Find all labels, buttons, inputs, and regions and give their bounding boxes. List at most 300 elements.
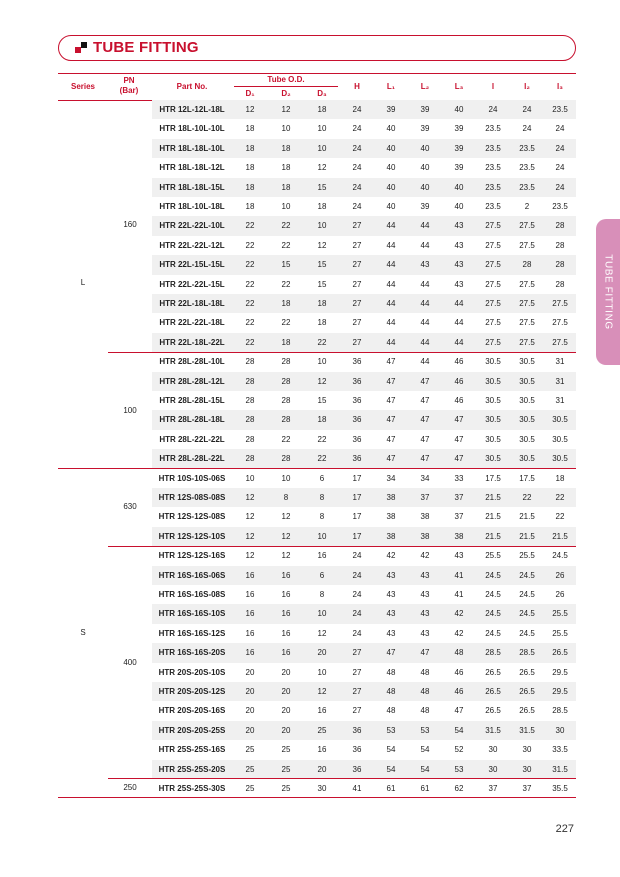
d1-cell: 16 [245, 609, 255, 619]
l2s-cell: 30 [522, 745, 532, 755]
l-cell: 31.5 [485, 725, 501, 735]
l2s-cell: 27.5 [519, 337, 535, 347]
h-cell: 27 [352, 648, 362, 658]
pn-label-630: 630 [123, 502, 137, 511]
d3-cell: 16 [317, 745, 327, 755]
d1-cell: 22 [245, 318, 255, 328]
l-cell: 30.5 [485, 357, 501, 367]
l3-cell: 47 [454, 454, 464, 464]
l1-cell: 38 [386, 512, 396, 522]
l3s-cell: 31 [555, 376, 565, 386]
l3-cell: 33 [454, 473, 464, 483]
l3-cell: 42 [454, 628, 464, 638]
l2-cell: 44 [420, 337, 430, 347]
h-cell: 27 [352, 667, 362, 677]
l2-cell: 44 [420, 357, 430, 367]
l2-cell: 40 [420, 182, 430, 192]
l1-cell: 40 [386, 124, 396, 134]
l3-cell: 40 [454, 182, 464, 192]
d3-cell: 6 [319, 570, 325, 580]
l1-cell: 43 [386, 590, 396, 599]
header-pn-unit: (Bar) [119, 86, 139, 95]
d1-cell: 22 [245, 240, 255, 250]
part-no-cell: HTR 16S-16S-10S [158, 609, 226, 619]
h-cell: 24 [352, 628, 362, 638]
table-row [152, 488, 576, 507]
header-l3s: l₃ [557, 82, 563, 91]
h-cell: 41 [352, 784, 362, 793]
h-cell: 24 [352, 570, 362, 580]
l-cell: 28.5 [485, 648, 501, 658]
d1-cell: 18 [245, 163, 255, 173]
h-cell: 36 [352, 434, 362, 444]
l2-cell: 47 [420, 415, 430, 425]
d2-cell: 12 [281, 105, 291, 114]
h-cell: 17 [352, 512, 362, 522]
l2s-cell: 30.5 [519, 376, 535, 386]
section-title-box [58, 35, 576, 61]
l1-cell: 34 [386, 473, 396, 483]
l2-cell: 48 [420, 706, 430, 716]
l3s-cell: 33.5 [552, 745, 568, 755]
l1-cell: 43 [386, 628, 396, 638]
d1-cell: 28 [245, 434, 255, 444]
d3-cell: 10 [317, 357, 327, 367]
d1-cell: 20 [245, 725, 255, 735]
d3-cell: 10 [317, 531, 327, 541]
l2-cell: 53 [420, 725, 430, 735]
l3s-cell: 28 [555, 240, 565, 250]
d2-cell: 22 [281, 434, 291, 444]
table-row [152, 100, 576, 119]
series-label-l: L [80, 278, 86, 287]
d2-cell: 28 [281, 454, 291, 464]
h-cell: 36 [352, 357, 362, 367]
d2-cell: 18 [281, 337, 291, 347]
l3-cell: 54 [454, 725, 464, 735]
part-no-cell: HTR 25S-25S-16S [158, 745, 226, 755]
l2-cell: 39 [420, 202, 430, 211]
l3-cell: 46 [454, 396, 464, 405]
d2-cell: 22 [281, 240, 291, 250]
l3s-cell: 24.5 [552, 551, 568, 561]
header-series: Series [70, 82, 96, 91]
l3s-cell: 24 [555, 124, 565, 134]
l-cell: 27.5 [485, 299, 501, 308]
l1-cell: 40 [386, 143, 396, 153]
header-h: H [354, 82, 360, 91]
l3-cell: 46 [454, 357, 464, 367]
d3-cell: 22 [317, 454, 327, 464]
l3-cell: 43 [454, 240, 464, 250]
table-row [152, 604, 576, 623]
table-row [152, 585, 576, 604]
l3s-cell: 31.5 [552, 764, 568, 774]
d2-cell: 20 [281, 687, 291, 696]
part-no-cell: HTR 20S-20S-12S [158, 687, 226, 696]
l2s-cell: 37 [522, 784, 532, 793]
l2s-cell: 30.5 [519, 434, 535, 444]
table-row [152, 294, 576, 313]
l1-cell: 43 [386, 570, 396, 580]
group-separator-100 [108, 352, 576, 353]
l2s-cell: 27.5 [519, 221, 535, 231]
h-cell: 36 [352, 454, 362, 464]
d1-cell: 22 [245, 260, 255, 270]
l2s-cell: 30.5 [519, 415, 535, 425]
table-row [152, 352, 576, 371]
d3-cell: 18 [317, 105, 327, 114]
l3s-cell: 24 [555, 143, 565, 153]
table-row [152, 372, 576, 391]
d1-cell: 18 [245, 124, 255, 134]
l2-cell: 43 [420, 570, 430, 580]
d3-cell: 8 [319, 493, 325, 502]
table-row [152, 663, 576, 682]
d3-cell: 6 [319, 473, 325, 483]
h-cell: 27 [352, 687, 362, 696]
table-row [152, 236, 576, 255]
table-row [152, 740, 576, 759]
l2-cell: 37 [420, 493, 430, 502]
l3s-cell: 25.5 [552, 609, 568, 619]
l1-cell: 47 [386, 376, 396, 386]
d2-cell: 20 [281, 706, 291, 716]
d3-cell: 18 [317, 415, 327, 425]
l2-cell: 54 [420, 764, 430, 774]
section-title: TUBE FITTING [93, 39, 199, 56]
part-no-cell: HTR 28L-28L-15L [159, 396, 225, 405]
d3-cell: 10 [317, 609, 327, 619]
l-cell: 27.5 [485, 337, 501, 347]
l1-cell: 48 [386, 687, 396, 696]
part-no-cell: HTR 16S-16S-08S [158, 590, 226, 599]
d3-cell: 8 [319, 590, 325, 599]
l2s-cell: 24.5 [519, 628, 535, 638]
d1-cell: 28 [245, 376, 255, 386]
table-row [152, 643, 576, 662]
l-cell: 23.5 [485, 163, 501, 173]
l2s-cell: 23.5 [519, 143, 535, 153]
d2-cell: 20 [281, 667, 291, 677]
d3-cell: 22 [317, 434, 327, 444]
table-row [152, 430, 576, 449]
l2s-cell: 21.5 [519, 531, 535, 541]
d1-cell: 12 [245, 551, 255, 561]
part-no-cell: HTR 16S-16S-20S [158, 648, 226, 658]
l-cell: 21.5 [485, 512, 501, 522]
h-cell: 36 [352, 764, 362, 774]
d3-cell: 18 [317, 299, 327, 308]
h-cell: 17 [352, 531, 362, 541]
part-no-cell: HTR 20S-20S-25S [158, 725, 226, 735]
header-tube-od: Tube O.D. [267, 75, 305, 84]
d1-cell: 16 [245, 570, 255, 580]
l2s-cell: 24 [522, 105, 532, 114]
d3-cell: 10 [317, 221, 327, 231]
l1-cell: 47 [386, 396, 396, 405]
l3s-cell: 27.5 [552, 299, 568, 308]
table-row [152, 333, 576, 352]
d3-cell: 12 [317, 687, 327, 696]
table-row [152, 469, 576, 488]
l2-cell: 44 [420, 318, 430, 328]
l1-cell: 44 [386, 318, 396, 328]
l-cell: 30 [488, 745, 498, 755]
d3-cell: 30 [317, 784, 327, 793]
l1-cell: 48 [386, 706, 396, 716]
part-no-cell: HTR 28L-28L-10L [159, 357, 225, 367]
l2s-cell: 27.5 [519, 318, 535, 328]
l1-cell: 44 [386, 240, 396, 250]
l-cell: 17.5 [485, 473, 501, 483]
l-cell: 37 [488, 784, 498, 793]
side-tab[interactable] [596, 219, 620, 365]
l1-cell: 40 [386, 182, 396, 192]
d1-cell: 22 [245, 221, 255, 231]
d3-cell: 10 [317, 124, 327, 134]
d1-cell: 20 [245, 706, 255, 716]
l3s-cell: 23.5 [552, 202, 568, 211]
header-l: l [491, 82, 495, 91]
l3-cell: 43 [454, 260, 464, 270]
h-cell: 27 [352, 337, 362, 347]
l1-cell: 44 [386, 260, 396, 270]
d3-cell: 12 [317, 163, 327, 173]
l3-cell: 37 [454, 512, 464, 522]
table-row [152, 721, 576, 740]
l-cell: 23.5 [485, 143, 501, 153]
l3-cell: 41 [454, 570, 464, 580]
part-no-cell: HTR 22L-22L-18L [159, 318, 225, 328]
l1-cell: 40 [386, 163, 396, 173]
pn-label-250: 250 [123, 783, 137, 792]
l2-cell: 43 [420, 590, 430, 599]
part-no-cell: HTR 22L-18L-22L [159, 337, 225, 347]
l2s-cell: 25.5 [519, 551, 535, 561]
d1-cell: 16 [245, 628, 255, 638]
l-cell: 26.5 [485, 706, 501, 716]
table-row [152, 779, 576, 798]
table-row [152, 527, 576, 546]
l3s-cell: 28 [555, 260, 565, 270]
l1-cell: 44 [386, 299, 396, 308]
l-cell: 27.5 [485, 279, 501, 289]
l1-cell: 38 [386, 493, 396, 502]
d1-cell: 18 [245, 202, 255, 211]
part-no-cell: HTR 28L-28L-22L [159, 454, 225, 464]
d3-cell: 15 [317, 396, 327, 405]
l1-cell: 40 [386, 202, 396, 211]
l3-cell: 41 [454, 590, 464, 599]
h-cell: 27 [352, 279, 362, 289]
l2-cell: 40 [420, 143, 430, 153]
header-d2: D₂ [281, 89, 291, 98]
d1-cell: 22 [245, 299, 255, 308]
l3-cell: 52 [454, 745, 464, 755]
h-cell: 36 [352, 725, 362, 735]
l2-cell: 48 [420, 687, 430, 696]
l3-cell: 38 [454, 531, 464, 541]
l3s-cell: 28 [555, 279, 565, 289]
d2-cell: 22 [281, 221, 291, 231]
d3-cell: 18 [317, 202, 327, 211]
l3s-cell: 24 [555, 163, 565, 173]
l3-cell: 39 [454, 143, 464, 153]
l2-cell: 44 [420, 221, 430, 231]
l3s-cell: 35.5 [552, 784, 568, 793]
l3-cell: 46 [454, 687, 464, 696]
part-no-cell: HTR 28L-28L-12L [159, 376, 225, 386]
d2-cell: 16 [281, 628, 291, 638]
d2-cell: 18 [281, 182, 291, 192]
l2s-cell: 24 [522, 124, 532, 134]
d2-cell: 25 [281, 764, 291, 774]
l1-cell: 44 [386, 279, 396, 289]
l2s-cell: 28 [522, 260, 532, 270]
l-cell: 27.5 [485, 221, 501, 231]
h-cell: 36 [352, 396, 362, 405]
d3-cell: 18 [317, 318, 327, 328]
d3-cell: 16 [317, 551, 327, 561]
l2s-cell: 23.5 [519, 182, 535, 192]
part-no-cell: HTR 12L-12L-18L [159, 105, 225, 114]
l3-cell: 39 [454, 163, 464, 173]
d3-cell: 16 [317, 706, 327, 716]
l2-cell: 54 [420, 745, 430, 755]
header-l3: L₃ [454, 82, 464, 91]
d1-cell: 12 [245, 493, 255, 502]
l1-cell: 54 [386, 764, 396, 774]
l3-cell: 40 [454, 202, 464, 211]
h-cell: 24 [352, 609, 362, 619]
l2-cell: 44 [420, 299, 430, 308]
l2s-cell: 30.5 [519, 454, 535, 464]
l3-cell: 47 [454, 415, 464, 425]
l3-cell: 37 [454, 493, 464, 502]
l1-cell: 53 [386, 725, 396, 735]
d2-cell: 28 [281, 376, 291, 386]
l2-cell: 39 [420, 124, 430, 134]
d2-cell: 18 [281, 143, 291, 153]
l3s-cell: 25.5 [552, 628, 568, 638]
series-label-s: S [80, 628, 86, 637]
d1-cell: 16 [245, 590, 255, 599]
l-cell: 24.5 [485, 590, 501, 599]
header-d1: D₁ [245, 89, 255, 98]
l1-cell: 47 [386, 415, 396, 425]
part-no-cell: HTR 18L-10L-10L [159, 124, 225, 134]
l3s-cell: 26 [555, 570, 565, 580]
d1-cell: 25 [245, 745, 255, 755]
table-row [152, 546, 576, 565]
d3-cell: 20 [317, 764, 327, 774]
l2s-cell: 30 [522, 764, 532, 774]
table-row [152, 449, 576, 468]
d2-cell: 20 [281, 725, 291, 735]
l1-cell: 44 [386, 337, 396, 347]
d3-cell: 8 [319, 512, 325, 522]
l2s-cell: 27.5 [519, 299, 535, 308]
table-row [152, 216, 576, 235]
d2-cell: 28 [281, 357, 291, 367]
part-no-cell: HTR 22L-18L-18L [159, 299, 225, 308]
l3-cell: 43 [454, 551, 464, 561]
d2-cell: 18 [281, 163, 291, 173]
l1-cell: 44 [386, 221, 396, 231]
l2-cell: 43 [420, 260, 430, 270]
part-no-cell: HTR 20S-20S-10S [158, 667, 226, 677]
l3-cell: 43 [454, 221, 464, 231]
d1-cell: 28 [245, 357, 255, 367]
d2-cell: 16 [281, 609, 291, 619]
l2s-cell: 24.5 [519, 570, 535, 580]
part-no-cell: HTR 12S-12S-16S [158, 551, 226, 561]
l-cell: 21.5 [485, 531, 501, 541]
l3-cell: 47 [454, 706, 464, 716]
part-no-cell: HTR 22L-22L-12L [159, 240, 225, 250]
d1-cell: 12 [245, 512, 255, 522]
d2-cell: 22 [281, 318, 291, 328]
h-cell: 36 [352, 376, 362, 386]
h-cell: 24 [352, 124, 362, 134]
d1-cell: 12 [245, 531, 255, 541]
l2-cell: 44 [420, 279, 430, 289]
d2-cell: 16 [281, 590, 291, 599]
table-row [152, 566, 576, 585]
l2-cell: 48 [420, 667, 430, 677]
h-cell: 24 [352, 590, 362, 599]
d2-cell: 12 [281, 551, 291, 561]
h-cell: 36 [352, 415, 362, 425]
d3-cell: 22 [317, 337, 327, 347]
l2-cell: 43 [420, 609, 430, 619]
l2-cell: 47 [420, 434, 430, 444]
l-cell: 26.5 [485, 687, 501, 696]
l3s-cell: 31 [555, 357, 565, 367]
h-cell: 27 [352, 299, 362, 308]
l3-cell: 42 [454, 609, 464, 619]
table-row [152, 410, 576, 429]
d2-cell: 25 [281, 784, 291, 793]
l2s-cell: 24.5 [519, 609, 535, 619]
l-cell: 30.5 [485, 454, 501, 464]
h-cell: 24 [352, 105, 362, 114]
d1-cell: 22 [245, 279, 255, 289]
d1-cell: 22 [245, 337, 255, 347]
l1-cell: 47 [386, 648, 396, 658]
l3-cell: 48 [454, 648, 464, 658]
d1-cell: 25 [245, 764, 255, 774]
d2-cell: 25 [281, 745, 291, 755]
h-cell: 27 [352, 318, 362, 328]
l3-cell: 46 [454, 667, 464, 677]
l-cell: 23.5 [485, 202, 501, 211]
table-top-rule [58, 73, 576, 74]
l3s-cell: 29.5 [552, 667, 568, 677]
l2-cell: 47 [420, 648, 430, 658]
l2-cell: 43 [420, 628, 430, 638]
l2s-cell: 2 [524, 202, 530, 211]
d3-cell: 15 [317, 279, 327, 289]
l2s-cell: 28.5 [519, 648, 535, 658]
l2s-cell: 31.5 [519, 725, 535, 735]
l2-cell: 39 [420, 105, 430, 114]
l-cell: 27.5 [485, 260, 501, 270]
l3-cell: 44 [454, 318, 464, 328]
group-separator-400 [108, 546, 576, 547]
l-cell: 24.5 [485, 609, 501, 619]
